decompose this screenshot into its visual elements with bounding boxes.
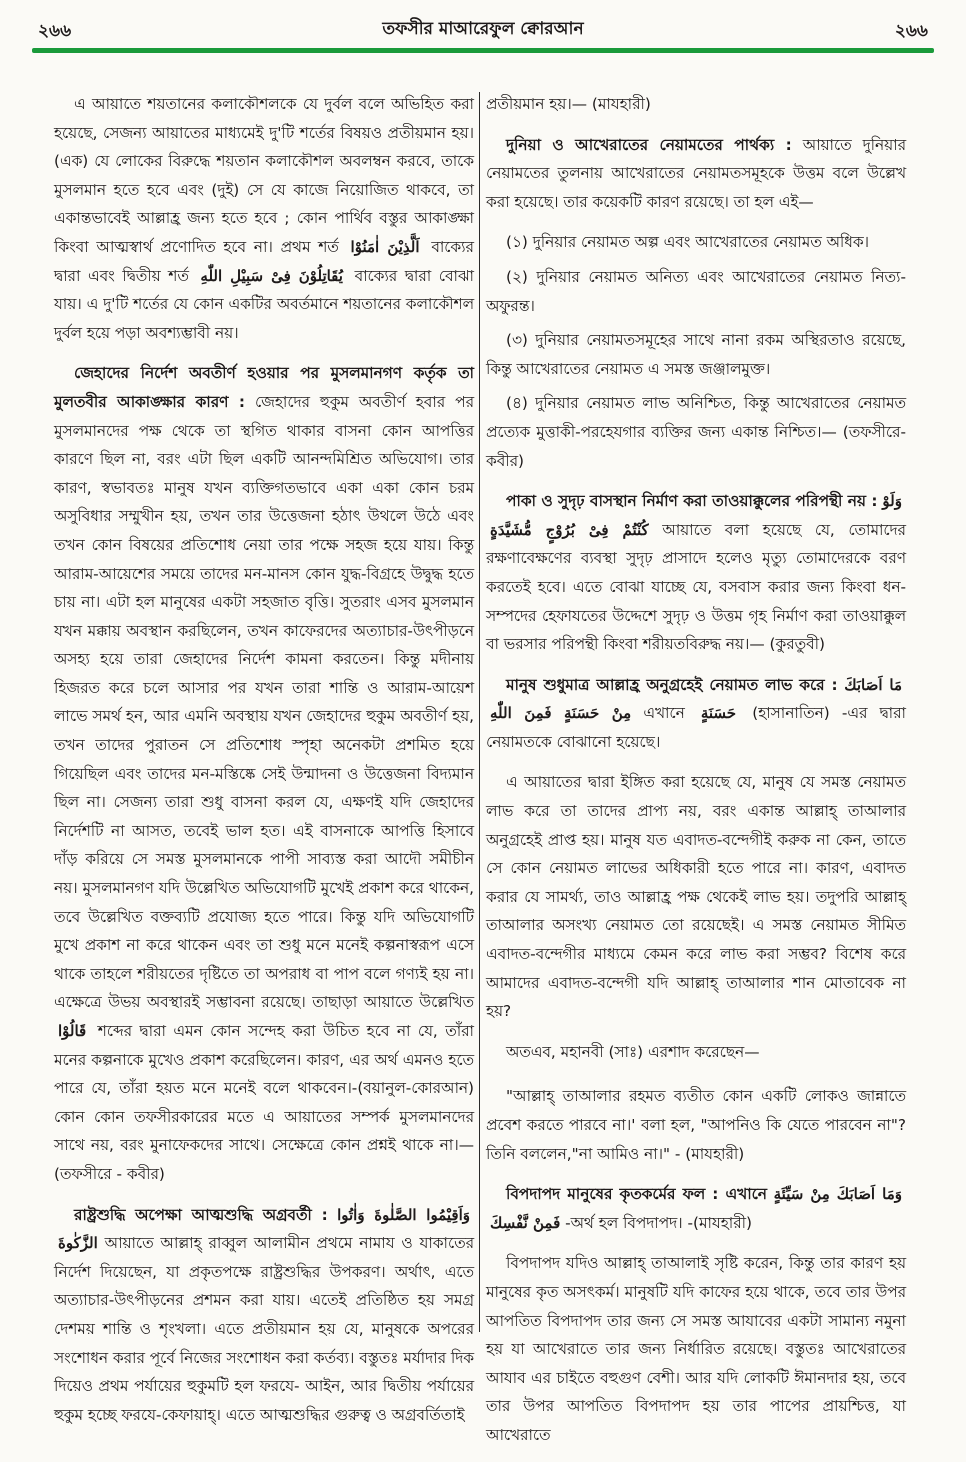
page-number-right: ২৬৬ <box>894 21 928 41</box>
paragraph: পাকা ও সুদৃঢ় বাসস্থান নির্মাণ করা তাওয়াক্কুলের পরিপন্থী নয় : وَلَوْ كُنْتُمْ فِىْ بُرُوْجٍ مُّشَيَّدَةٍ আয়াতে বলা হয়েছে যে, তোমাদের রক্ষণাবেক্ষণের ব্যবস্থা সুদৃঢ় প্রাসাদে হলেও মৃত্যু তোমাদেরকে বরণ করতেই হবে। এতে বোঝা যাচ্ছে যে, বসবাস করার জন্য কিংবা ধন-সম্পদের হেফাযতের উদ্দেশে সুদৃঢ় ও উত্তম গৃহ নির্মাণ করা তাওয়াক্কুল বা ভরসার পরিপন্থী কিংবা শরীয়তবিরুদ্ধ নয়।— (কুরতুবী) <box>486 492 906 654</box>
paragraph: মানুষ শুধুমাত্র আল্লাহ্র অনুগ্রহেই নেয়ামত লাভ করে : مَا اَصَابَكَ مِنْ حَسَنَةٍ فَمِنَ اللّٰهِ এখানে حَسَنَةٍ (হাসানাতিন) -এর দ্বারা নেয়ামতকে বোঝানো হয়েছে। <box>486 675 906 751</box>
right-column <box>486 90 906 1462</box>
paragraph: এ আয়াতের দ্বারা ইঙ্গিত করা হয়েছে যে, মানুষ যে সমস্ত নেয়ামত লাভ করে তা তাদের প্রাপ্য নয়, বরং একান্ত আল্লাহ্ তাআলার অনুগ্রহেই প্রাপ্ত হয়। মানুষ যত এবাদত-বন্দেগীই করুক না কেন, তাতে সে কোন নেয়ামত লাভের অধিকারী হতে পারে না। কারণ, এবাদত করার যে সামর্থ্য, তাও আল্লাহ্র পক্ষ থেকেই লাভ হয়। তদুপরি আল্লাহ্ তাআলার অসংখ্য নেয়ামত তো রয়েছেই। এ সমস্ত নেয়ামত সীমিত এবাদত-বন্দেগীর মাধ্যমে কেমন করে লাভ করা সম্ভব? বিশেষ করে আমাদের এবাদত-বন্দেগী যদি আল্লাহ্ তাআলার শান মোতাবেক না হয়? <box>486 773 906 1021</box>
arabic-phrase: اَلَّذِيْنَ اٰمَنُوْا <box>350 237 420 256</box>
header-rule <box>32 48 934 53</box>
section-heading: জেহাদের নির্দেশ অবতীর্ণ হওয়ার পর মুসলমানগণ কর্তৃক তা মুলতবীর আকাঙ্ক্ষার কারণ : <box>54 364 474 411</box>
paragraph: অতএব, মহানবী (সাঃ) এরশাদ করেছেন— <box>506 1042 760 1061</box>
paragraph: প্রতীয়মান হয়।— (মাযহারী) <box>486 95 651 113</box>
paragraph: রাষ্ট্রশুদ্ধি অপেক্ষা আত্মশুদ্ধি অগ্রবর্তী : وَاَقِيْمُوا الصَّلٰوةَ وَاٰتُوا الزَّكٰوةَ আয়াতে আল্লাহ্ রাব্বুল আলামীন প্রথমে নামায ও যাকাতের নির্দেশ দিয়েছেন, যা প্রকৃতপক্ষে রাষ্ট্রশুদ্ধির উপকরণ। অর্থাৎ, এতে অত্যাচার-উৎপীড়নের প্রশমন করা যায়। এতেই প্রতিষ্ঠিত হয় সমগ্র দেশময় শান্তি ও শৃংখলা। এতে প্রতীয়মান হয় যে, মানুষকে অপরের সংশোধন করার পূর্বে নিজের সংশোধন করা কর্তব্য। বস্তুতঃ মর্যাদার দিক দিয়েও প্রথম পর্যায়ের হুকুমটি হল ফরযে- আইন, আর দ্বিতীয় পর্যায়ের হুকুম হচ্ছে ফরযে-কেফায়াহ্। এতে আত্মশুদ্ধির গুরুত্ব ও অগ্রবর্তিতাই <box>54 1205 474 1424</box>
page-number-left: ২৬৬ <box>38 21 72 41</box>
list-item: (৪) দুনিয়ার নেয়ামত লাভ অনিশ্চিত, কিন্তু আখেরাতের নেয়ামত প্রত্যেক মুত্তাকী-পরহেযগার ব্যক্তির জন্য একান্ত নিশ্চিত।— (তফসীরে-কবীর) <box>486 394 906 470</box>
arabic-phrase: قَالُوْا <box>58 1022 87 1040</box>
paragraph: এ আয়াতে শয়তানের কলাকৌশলকে যে দুর্বল বলে অভিহিত করা হয়েছে, সেজন্য আয়াতের মাধ্যমেই দু'টি শর্তের বিষয়ও প্রতীয়মান হয়। (এক) যে লোকের বিরুদ্ধে শয়তান কলাকৌশল অবলম্বন করবে, তাকে মুসলমান হতে হবে এবং (দুই) সে যে কাজে নিয়োজিত থাকবে, তা একান্তভাবেই আল্লাহ্র জন্য হতে হবে ; কোন পার্থিব বস্তুর আকাঙ্ক্ষা কিংবা আত্মস্বার্থ প্রণোদিত হবে না। প্রথম শর্ত اَلَّذِيْنَ اٰمَنُوْا বাক্যের দ্বারা এবং দ্বিতীয় শর্ত يُقَاتِلُوْنَ فِىْ سَبِيْلِ اللّٰهِ বাক্যের দ্বারা বোঝা যায়। এ দু'টি শর্তের যে কোন একটির অবর্তমানে শয়তানের কলাকৌশল দুর্বল হয়ে পড়া অবশ্যম্ভাবী নয়। <box>54 95 474 342</box>
paragraph: দুনিয়া ও আখেরাতের নেয়ামতের পার্থক্য : আয়াতে দুনিয়ার নেয়ামতের তুলনায় আখেরাতের নেয়ামতসমূহকে উত্তম বলে উল্লেখ করা হয়েছে। তার কয়েকটি কারণ রয়েছে। তা হল এই— <box>486 135 906 211</box>
arabic-phrase: وَلَوْ كُنْتُمْ فِىْ بُرُوْجٍ مُّشَيَّدَةٍ <box>490 492 902 539</box>
section-heading: পাকা ও সুদৃঢ় বাসস্থান নির্মাণ করা তাওয়াক্কুলের পরিপন্থী নয় : <box>506 492 878 511</box>
running-title: তফসীর মাআরেফুল ক্বোরআন <box>382 19 584 39</box>
page-header <box>32 10 934 50</box>
hadith-quote: "আল্লাহ্ তাআলার রহমত ব্যতীত কোন একটি লোকও জান্নাতে প্রবেশ করতে পারবে না।' বলা হল, "আপনিও কি যেতে পারবেন না"? তিনি বললেন,"না আমিও না।" - (মাযহারী) <box>486 1087 906 1163</box>
section-heading: বিপদাপদ মানুষের কৃতকর্মের ফল : এখানে <box>506 1185 767 1204</box>
arabic-phrase: وَمَا اَصَابَكَ مِنْ سَيِّئَةٍ فَمِنْ نَّفْسِكَ <box>490 1185 902 1232</box>
paragraph: বিপদাপদ যদিও আল্লাহ্ তাআলাই সৃষ্টি করেন, কিন্তু তার কারণ হয় মানুষের কৃত অসৎকর্ম। মানুষটি যদি কাফের হয়ে থাকে, তবে তার উপর আপতিত বিপদাপদ তার জন্য সে সমস্ত আযাবের একটা সামান্য নমুনা হয় যা আখেরাতে তার জন্য নির্ধারিত রয়েছে। বস্তুতঃ আখেরাতের আযাব এর চাইতে বহুগুণ বেশী। আর যদি লোকটি ঈমানদার হয়, তবে তার উপর আপতিত বিপদাপদ হয় তার পাপের প্রায়শ্চিত্ত, যা আখেরাতে <box>486 1254 906 1444</box>
column-divider <box>479 92 480 1332</box>
paragraph: বিপদাপদ মানুষের কৃতকর্মের ফল : এখানে وَمَا اَصَابَكَ مِنْ سَيِّئَةٍ فَمِنْ نَّفْسِكَ -অর্থ হল বিপদাপদ। -(মাযহারী) <box>490 1185 902 1232</box>
section-heading: রাষ্ট্রশুদ্ধি অপেক্ষা আত্মশুদ্ধি অগ্রবর্তী : <box>74 1205 328 1224</box>
left-column <box>54 90 474 1441</box>
list-item: (৩) দুনিয়ার নেয়ামতসমূহের সাথে নানা রকম অস্থিরতাও রয়েছে, কিন্তু আখেরাতের নেয়ামত এ সমস্ত জঞ্জালমুক্ত। <box>486 331 906 378</box>
arabic-phrase: حَسَنَةٍ <box>700 704 737 723</box>
section-heading: দুনিয়া ও আখেরাতের নেয়ামতের পার্থক্য : <box>506 135 792 154</box>
arabic-phrase: يُقَاتِلُوْنَ فِىْ سَبِيْلِ اللّٰهِ <box>200 266 343 285</box>
list-item: (২) দুনিয়ার নেয়ামত অনিত্য এবং আখেরাতের নেয়ামত নিত্য-অফুরন্ত। <box>486 267 906 315</box>
paragraph: জেহাদের নির্দেশ অবতীর্ণ হওয়ার পর মুসলমানগণ কর্তৃক তা মুলতবীর আকাঙ্ক্ষার কারণ : জেহাদের হুকুম অবতীর্ণ হবার পর মুসলমানদের পক্ষ থেকে তা স্থগিত থাকার বাসনা কোন আপত্তির কারণে ছিল না, বরং এটা ছিল একটি আনন্দমিশ্রিত অভিযোগ। তার কারণ, স্বভাবতঃ মানুষ যখন ব্যক্তিগতভাবে একা একা কোন চরম অসুবিধার সম্মুখীন হয়, তখন তার উত্তেজনা হঠাৎ উথলে উঠে এবং তখন কোন বিষয়ের প্রতিশোধ নেয়া তার পক্ষে সহজ হয়ে যায়। কিন্তু আরাম-আয়েশের সময়ে তাদের মন-মানস কোন যুদ্ধ-বিগ্রহে উদ্বুদ্ধ হতে চায় না। এটা হল মানুষের একটা সহজাত বৃত্তি। সুতরাং এসব মুসলমান যখন মক্কায় অবস্থান করছিলেন, তখন কাফেরদের অত্যাচার-উৎপীড়নে অসহ্য হয়ে তারা জেহাদের নির্দেশ কামনা করতেন। কিন্তু মদীনায় হিজরত করে চলে আসার পর যখন তারা শান্তি ও আরাম-আয়েশ লাভে সমর্থ হন, আর এমনি অবস্থায় যখন জেহাদের হুকুম অবতীর্ণ হয়, তখন তাদের পুরাতন সে প্রতিশোধ স্পৃহা অনেকটা প্রশমিত হয়ে গিয়েছিল এবং তাদের মন-মস্তিষ্কে সেই উন্মাদনা ও উত্তেজনা বিদ্যমান ছিল না। সেজন্য তারা শুধু বাসনা করল যে, এক্ষণই যদি জেহাদের নির্দেশটি না আসত, তবেই ভাল হত। এই বাসনাকে আপত্তি হিসাবে দাঁড় করিয়ে সে সমস্ত মুসলমানকে পাপী সাব্যস্ত করা আদৌ সমীচীন নয়। মুসলমানগণ যদি উল্লেখিত অভিযোগটি মুখেই প্রকাশ করে থাকেন, তবে উল্লেখিত বক্তব্যটি প্রযোজ্য হতে পারে। কিন্তু যদি অভিযোগটি মুখে প্রকাশ না করে থাকেন এবং তা শুধু মনে মনেই কল্পনাস্বরূপ এসে থাকে তাহলে শরীয়তের দৃষ্টিতে তা অপরাধ বা পাপ বলে গণ্যই হয় না। এক্ষেত্রে উভয় অবস্থারই সম্ভাবনা রয়েছে। তাছাড়া আয়াতে উল্লেখিত قَالُوْا শব্দের দ্বারা এমন কোন সন্দেহ করা উচিত হবে না যে, তাঁরা মনের কল্পনাকে মুখেও প্রকাশ করেছিলেন। কারণ, এর অর্থ এমনও হতে পারে যে, তাঁরা হয়ত মনে মনেই বলে থাকবেন।-(বয়ানুল-কোরআন) কোন কোন তফসীরকারের মতে এ আয়াতের সম্পর্ক মুসলমানদের সাথে নয়, বরং মুনাফেকদের সাথে। সেক্ষেত্রে কোন প্রশ্নই থাকে না।— (তফসীরে - কবীর) <box>54 364 474 1183</box>
arabic-phrase: مَا اَصَابَكَ مِنْ حَسَنَةٍ فَمِنَ اللّٰهِ <box>490 675 902 723</box>
list-item: (১) দুনিয়ার নেয়ামত অল্প এবং আখেরাতের নেয়ামত অধিক। <box>506 233 870 252</box>
arabic-phrase: وَاَقِيْمُوا الصَّلٰوةَ وَاٰتُوا الزَّكٰوةَ <box>58 1205 470 1253</box>
section-heading: মানুষ শুধুমাত্র আল্লাহ্র অনুগ্রহেই নেয়ামত লাভ করে : <box>506 675 838 694</box>
